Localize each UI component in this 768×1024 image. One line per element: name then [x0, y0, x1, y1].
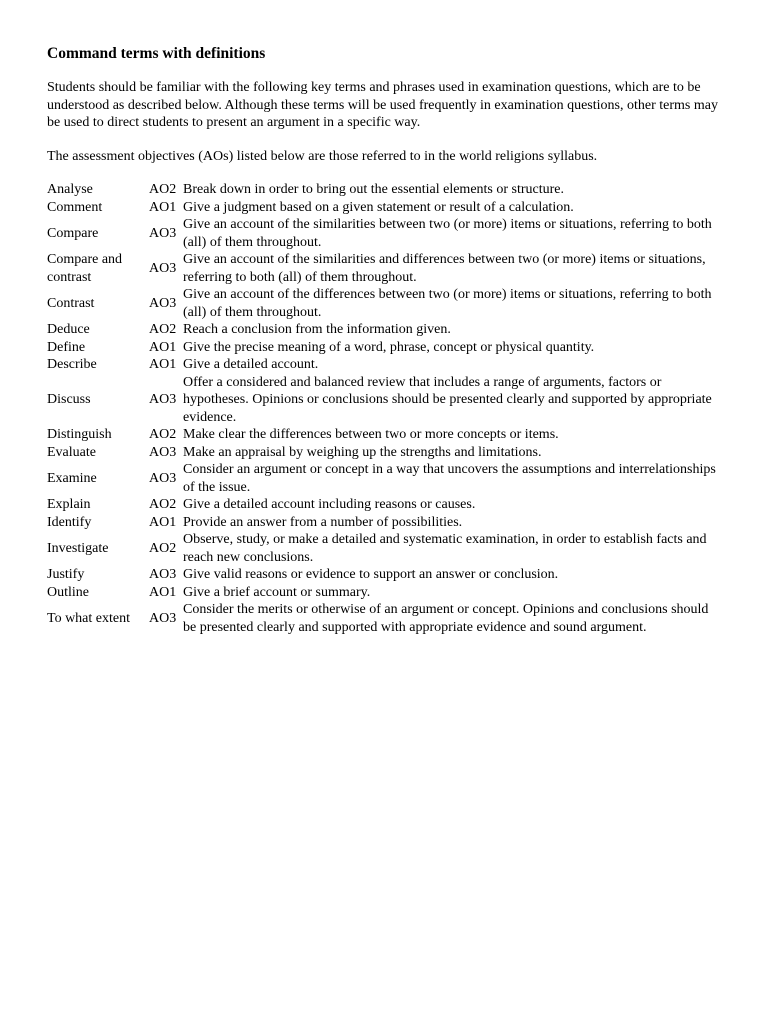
assessment-objective: AO1 [149, 584, 177, 600]
assessment-objective: AO3 [149, 295, 177, 311]
term-row [47, 531, 723, 566]
term-row [47, 356, 723, 374]
term-row [47, 199, 723, 217]
command-term: Analyse [47, 182, 93, 197]
assessment-objective: AO2 [149, 540, 177, 556]
term-row [47, 601, 723, 636]
term-definition: Observe, study, or make a detailed and systematic examination, in order to establish facts and reach new conclusions. [183, 532, 707, 565]
ao-note-paragraph: The assessment objectives (AOs) listed below are those referred to in the world religions syllabus. [47, 148, 598, 164]
term-row [47, 444, 723, 462]
term-definition: Give an account of the similarities and differences between two (or more) items or situations, referring to both (all) of them throughout. [183, 252, 706, 285]
command-terms-body [47, 181, 723, 636]
term-row [47, 181, 723, 199]
command-term: Distinguish [47, 427, 112, 442]
assessment-objective: AO3 [149, 392, 177, 407]
assessment-objective: AO3 [149, 444, 177, 460]
command-term: Comment [47, 199, 103, 215]
assessment-objective: AO3 [149, 610, 177, 626]
term-row [47, 496, 723, 514]
term-row [47, 251, 723, 286]
assessment-objective: AO1 [149, 514, 177, 530]
term-definition: Make clear the differences between two or more concepts or items. [183, 427, 559, 442]
term-row [47, 216, 723, 251]
assessment-objective: AO2 [149, 497, 177, 512]
term-definition: Give the precise meaning of a word, phrase, concept or physical quantity. [183, 339, 595, 355]
command-term: Discuss [47, 392, 91, 407]
command-term: Outline [47, 584, 89, 600]
term-definition: Give a detailed account including reasons or causes. [183, 497, 476, 512]
command-term: Identify [47, 514, 92, 530]
command-term: Compare [47, 225, 99, 241]
term-definition: Reach a conclusion from the information given. [183, 322, 451, 337]
term-definition: Give valid reasons or evidence to support an answer or conclusion. [183, 567, 559, 582]
assessment-objective: AO3 [149, 260, 177, 276]
command-term: Explain [47, 497, 91, 512]
term-definition: Consider an argument or concept in a way that uncovers the assumptions and interrelationships of the issue. [183, 462, 716, 495]
command-term: Compare and contrast [47, 252, 123, 285]
page-title: Command terms with definitions [47, 45, 266, 62]
term-row [47, 339, 723, 357]
term-row [47, 374, 723, 427]
term-row [47, 584, 723, 602]
term-definition: Make an appraisal by weighing up the strengths and limitations. [183, 444, 542, 460]
term-row [47, 461, 723, 496]
term-definition: Consider the merits or otherwise of an argument or concept. Opinions and conclusions should be presented clearly and supported with appropriate evidence and sound argument. [183, 602, 709, 635]
term-row [47, 566, 723, 584]
assessment-objective: AO1 [149, 357, 177, 372]
document-page [47, 44, 737, 636]
term-row [47, 426, 723, 444]
assessment-objective: AO2 [149, 322, 177, 337]
assessment-objective: AO2 [149, 182, 177, 197]
term-definition: Offer a considered and balanced review that includes a range of arguments, factors or hypotheses. Opinions or conclusions should be presented clearly and supported by appropriate evidence. [183, 374, 712, 425]
assessment-objective: AO1 [149, 339, 177, 355]
term-definition: Break down in order to bring out the essential elements or structure. [183, 182, 565, 197]
command-term: To what extent [47, 610, 130, 626]
assessment-objective: AO1 [149, 199, 177, 215]
command-term: Define [47, 339, 86, 355]
assessment-objective: AO3 [149, 225, 177, 241]
assessment-objective: AO3 [149, 567, 177, 582]
term-definition: Give an account of the differences between two (or more) items or situations, referring to both (all) of them throughout. [183, 287, 712, 320]
term-row [47, 321, 723, 339]
command-term: Examine [47, 470, 97, 486]
assessment-objective: AO2 [149, 427, 177, 442]
term-definition: Give a detailed account. [183, 357, 319, 372]
term-definition: Give a brief account or summary. [183, 584, 371, 600]
term-row [47, 286, 723, 321]
intro-paragraph: Students should be familiar with the following key terms and phrases used in examination questions, which are to be understood as described below. Although these terms will be used frequently in examination questions, other terms may be used to direct students to present an argument in a specific way. [47, 80, 718, 130]
command-term: Evaluate [47, 444, 96, 460]
term-definition: Provide an answer from a number of possibilities. [183, 514, 463, 530]
term-definition: Give a judgment based on a given statement or result of a calculation. [183, 199, 574, 215]
command-term: Deduce [47, 322, 90, 337]
term-definition: Give an account of the similarities between two (or more) items or situations, referring to both (all) of them throughout. [183, 217, 712, 250]
command-term: Justify [47, 567, 85, 582]
assessment-objective: AO3 [149, 470, 177, 486]
command-term: Investigate [47, 540, 109, 556]
command-terms-table [47, 181, 723, 636]
command-term: Contrast [47, 295, 95, 311]
command-term: Describe [47, 357, 97, 372]
term-row [47, 514, 723, 532]
